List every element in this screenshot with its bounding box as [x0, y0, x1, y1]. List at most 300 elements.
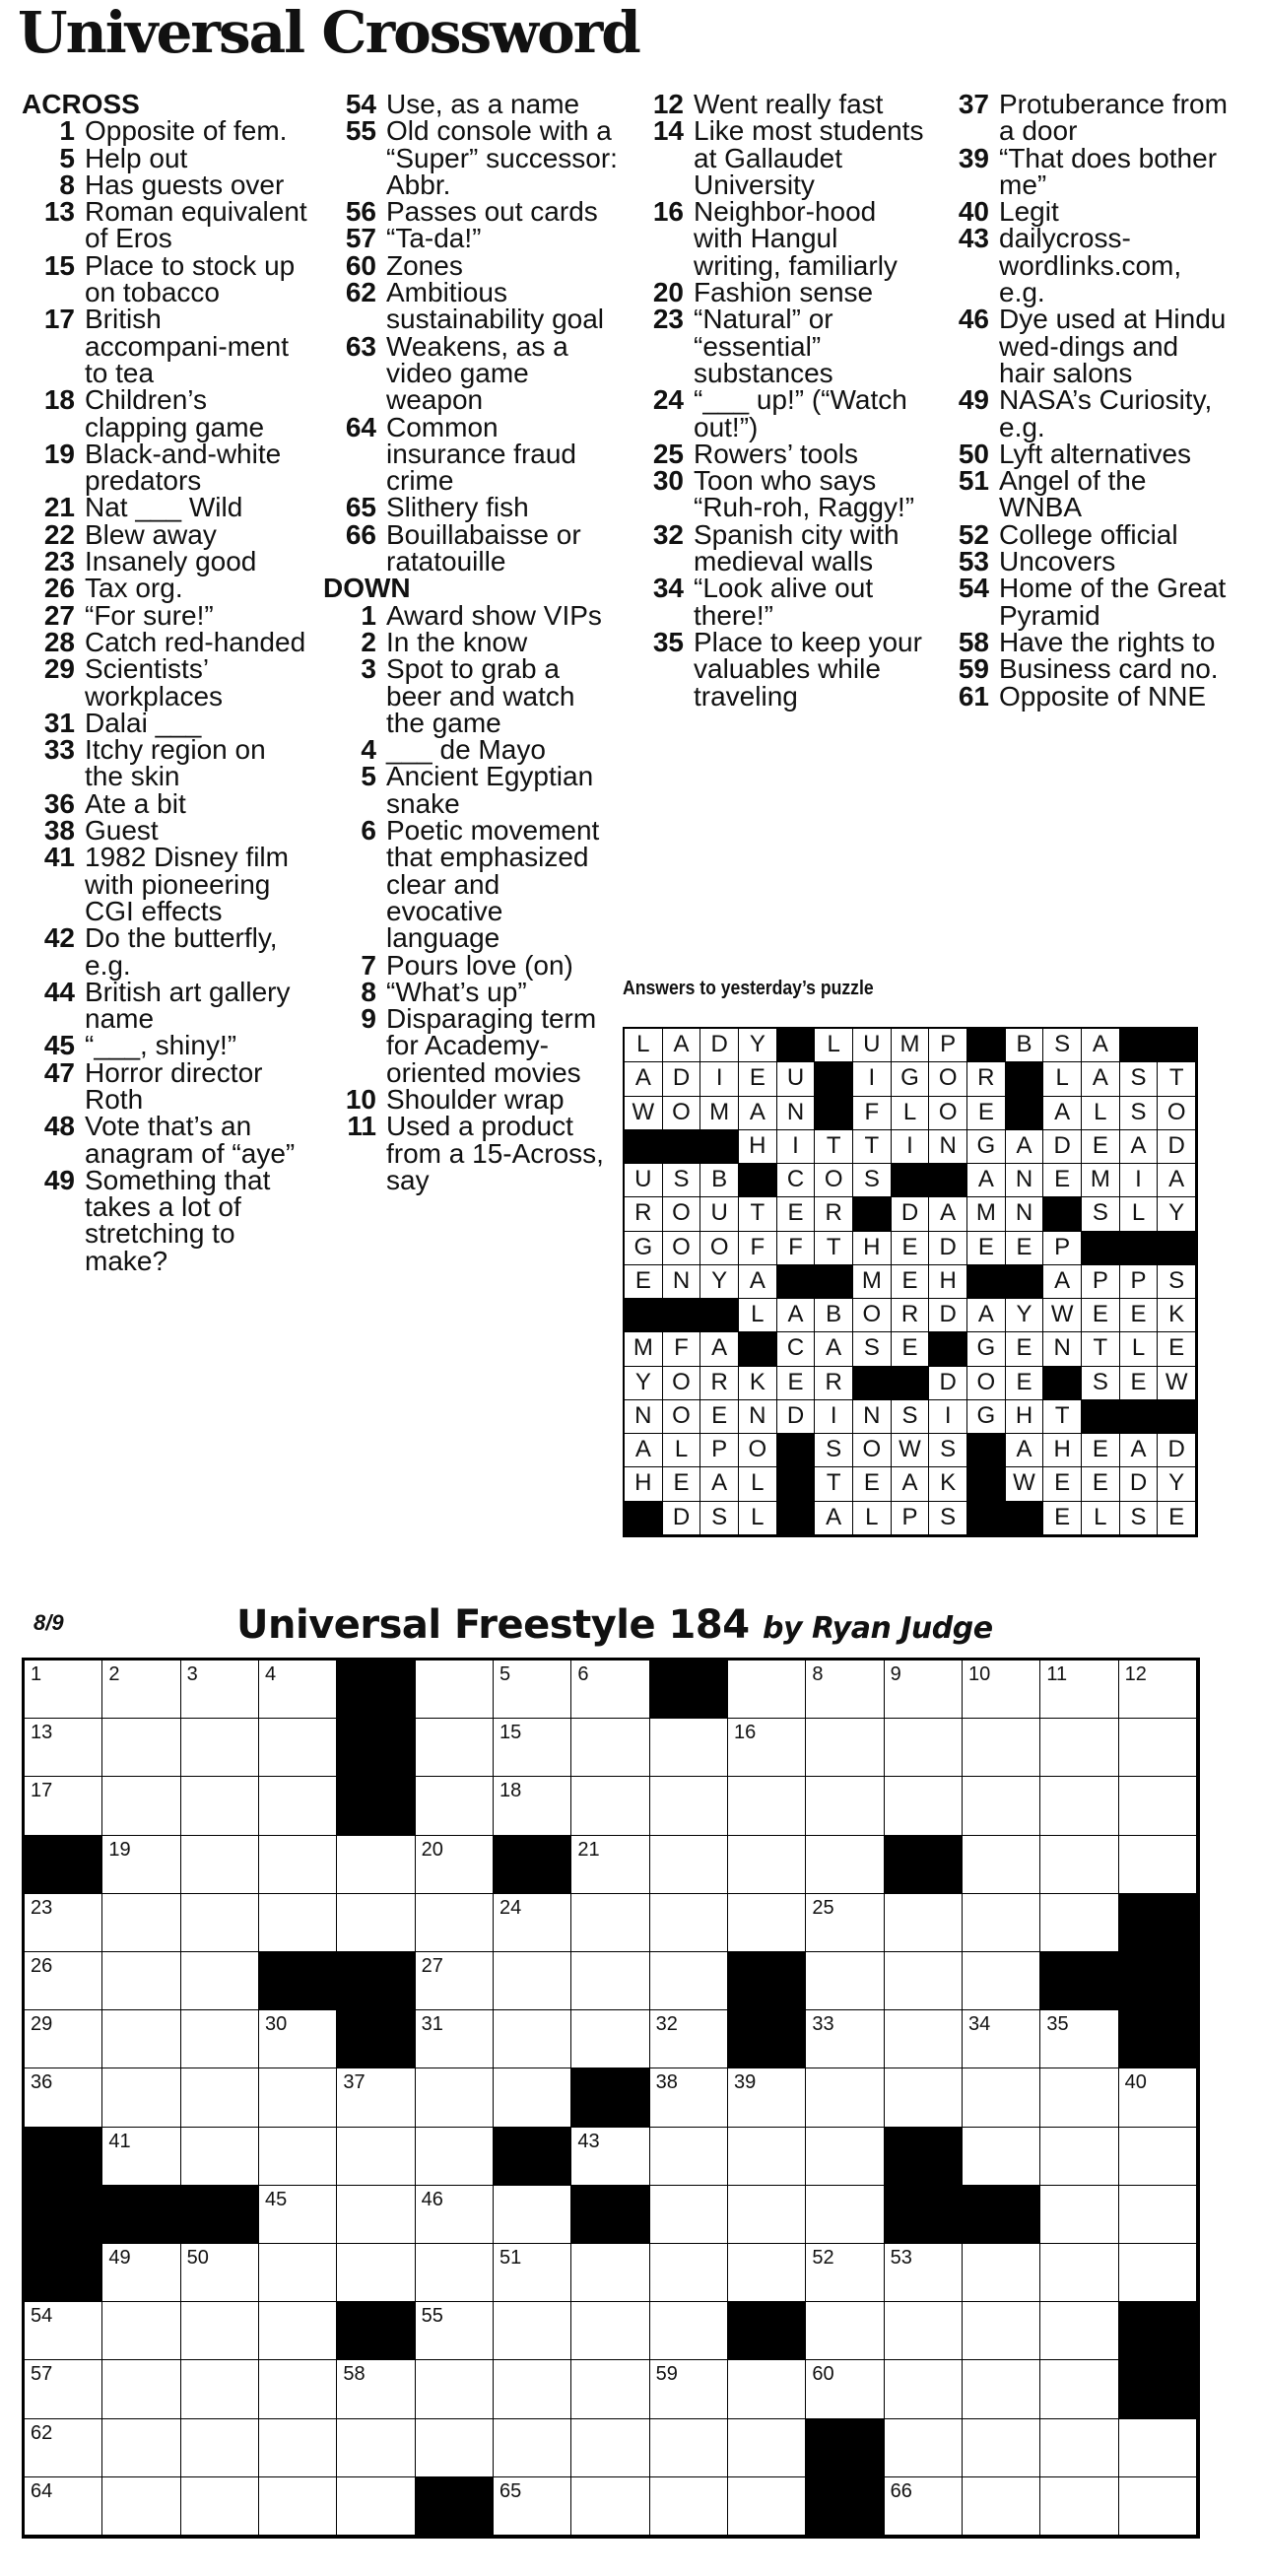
grid-cell[interactable] [1040, 2477, 1118, 2536]
grid-cell[interactable] [102, 2244, 180, 2302]
answer-cell: M [625, 1332, 663, 1366]
grid-cell[interactable] [1040, 1719, 1118, 1777]
grid-cell[interactable] [806, 2360, 884, 2418]
clue [22, 976, 307, 1035]
grid-cell[interactable] [1040, 1836, 1118, 1894]
grid-cell[interactable] [571, 2128, 649, 2186]
clue-text: Dye used at Hindu wed-dings and hair salons [999, 304, 1227, 388]
answer-cell: H [853, 1232, 892, 1265]
clue-text: Lyft alternatives [999, 438, 1192, 469]
grid-cell[interactable] [728, 1719, 806, 1777]
grid-cell[interactable] [963, 1777, 1040, 1835]
clue-number: 56 [345, 196, 376, 228]
across-header: ACROSS [22, 89, 140, 119]
answer-cell: H [1006, 1400, 1044, 1434]
grid-cell[interactable] [650, 2010, 728, 2068]
grid-cell[interactable] [181, 1836, 259, 1894]
grid-cell[interactable] [416, 1777, 494, 1835]
grid-cell[interactable] [885, 2302, 963, 2360]
grid-cell[interactable] [416, 2068, 494, 2127]
clue [936, 223, 1232, 308]
grid-cell[interactable] [494, 2477, 571, 2536]
grid-cell[interactable] [806, 2302, 884, 2360]
grid-cell[interactable] [181, 2068, 259, 2127]
black-square [815, 1265, 853, 1299]
grid-cell[interactable] [25, 1952, 102, 2010]
answer-cell: G [625, 1232, 663, 1265]
grid-cell[interactable] [259, 2128, 337, 2186]
clue-text: Do the butterfly, e.g. [85, 922, 278, 981]
grid-cell[interactable] [25, 2360, 102, 2418]
grid-cell[interactable] [885, 2010, 963, 2068]
grid-cell[interactable] [650, 2360, 728, 2418]
cell-number: 18 [499, 1780, 522, 1802]
clue-text: Dalai ___ [85, 707, 202, 738]
clue [22, 924, 307, 979]
cell-number: 36 [31, 2071, 53, 2094]
previous-answers-grid [623, 1027, 1198, 1537]
grid-cell[interactable] [1040, 2068, 1118, 2127]
answer-cell: M [700, 1097, 739, 1130]
grid-cell[interactable] [25, 1661, 102, 1719]
grid-cell[interactable] [1040, 2128, 1118, 2186]
clue-number: 40 [958, 196, 989, 228]
grid-cell[interactable] [181, 1719, 259, 1777]
grid-cell[interactable] [337, 2128, 415, 2186]
grid-cell[interactable] [963, 2010, 1040, 2068]
grid-cell[interactable] [571, 2010, 649, 2068]
cell-number: 55 [421, 2305, 443, 2328]
grid-cell[interactable] [102, 1836, 180, 1894]
grid-cell[interactable] [181, 2128, 259, 2186]
crossword-grid [22, 1658, 1200, 2539]
clue-text: Bouillabaisse or ratatouille [386, 518, 581, 577]
answer-cell: L [892, 1097, 930, 1130]
black-square [337, 1719, 415, 1777]
grid-cell[interactable] [806, 1894, 884, 1952]
grid-cell[interactable] [337, 2186, 415, 2244]
clue-number: 64 [345, 411, 376, 442]
grid-cell[interactable] [571, 1894, 649, 1952]
clue-list [631, 91, 926, 710]
grid-cell[interactable] [571, 1952, 649, 2010]
black-square [739, 1164, 777, 1197]
grid-cell[interactable] [494, 2419, 571, 2477]
grid-cell[interactable] [259, 2186, 337, 2244]
grid-cell[interactable] [102, 1719, 180, 1777]
answer-cell: L [663, 1434, 701, 1467]
grid-cell[interactable] [1119, 1719, 1197, 1777]
clue [631, 626, 926, 712]
black-square [700, 1299, 739, 1332]
clue-number: 10 [345, 1083, 376, 1115]
grid-cell[interactable] [1119, 2068, 1197, 2127]
answer-cell: E [1043, 1164, 1082, 1197]
grid-cell[interactable] [1119, 1661, 1197, 1719]
clue [323, 492, 619, 523]
grid-cell[interactable] [25, 2010, 102, 2068]
grid-cell[interactable] [1040, 2186, 1118, 2244]
grid-cell[interactable] [494, 2186, 571, 2244]
black-square [25, 1836, 102, 1894]
grid-cell[interactable] [571, 2302, 649, 2360]
grid-cell[interactable] [650, 1719, 728, 1777]
clue [22, 249, 307, 308]
grid-cell[interactable] [259, 2360, 337, 2418]
answer-cell: E [1158, 1332, 1196, 1366]
grid-cell[interactable] [259, 2477, 337, 2536]
grid-cell[interactable] [494, 2302, 571, 2360]
grid-cell[interactable] [416, 2419, 494, 2477]
grid-cell[interactable] [571, 2419, 649, 2477]
grid-cell[interactable] [416, 1894, 494, 1952]
answer-cell: O [739, 1434, 777, 1467]
clue-text: 1982 Disney film with pioneering CGI effects [85, 842, 289, 926]
grid-cell[interactable] [1119, 1836, 1197, 1894]
clue-text: Vote that’s an anagram of “aye” [85, 1111, 296, 1169]
grid-cell[interactable] [806, 2068, 884, 2127]
grid-cell[interactable] [728, 2186, 806, 2244]
grid-cell[interactable] [806, 1719, 884, 1777]
grid-cell[interactable] [728, 2128, 806, 2186]
grid-cell[interactable] [650, 2186, 728, 2244]
clue [22, 518, 307, 550]
grid-cell[interactable] [963, 1719, 1040, 1777]
grid-cell[interactable] [259, 2419, 337, 2477]
grid-cell[interactable] [259, 1894, 337, 1952]
grid-cell[interactable] [416, 2360, 494, 2418]
black-square [1043, 1197, 1082, 1231]
grid-cell[interactable] [102, 2302, 180, 2360]
clue [936, 518, 1232, 550]
grid-cell[interactable] [1040, 1894, 1118, 1952]
grid-cell[interactable] [963, 2244, 1040, 2302]
answer-cell: N [663, 1265, 701, 1299]
clue-text: ___ de Mayo [386, 734, 546, 766]
grid-cell[interactable] [1040, 2302, 1118, 2360]
grid-cell[interactable] [494, 2010, 571, 2068]
grid-cell[interactable] [102, 1952, 180, 2010]
grid-cell[interactable] [963, 2128, 1040, 2186]
answer-cell: C [777, 1332, 816, 1366]
grid-cell[interactable] [806, 2244, 884, 2302]
grid-cell[interactable] [963, 2419, 1040, 2477]
across-column-1 [22, 91, 307, 1274]
grid-cell[interactable] [650, 1894, 728, 1952]
grid-cell[interactable] [1119, 1777, 1197, 1835]
clue-number: 19 [43, 438, 75, 469]
clue-text: “That does bother me” [999, 142, 1218, 200]
clue-text: British art gallery name [85, 976, 291, 1035]
clue-text: Poetic movement that emphasized clear and evocative language [386, 815, 600, 954]
grid-cell[interactable] [1040, 1777, 1118, 1835]
grid-cell[interactable] [102, 1661, 180, 1719]
grid-cell[interactable] [963, 1661, 1040, 1719]
grid-cell[interactable] [1119, 2419, 1197, 2477]
grid-cell[interactable] [25, 1719, 102, 1777]
grid-cell[interactable] [1040, 2419, 1118, 2477]
grid-cell[interactable] [650, 2068, 728, 2127]
answer-cell: T [815, 1467, 853, 1501]
answer-cell: N [853, 1400, 892, 1434]
grid-cell[interactable] [259, 1661, 337, 1719]
grid-cell[interactable] [102, 1894, 180, 1952]
grid-cell[interactable] [259, 2302, 337, 2360]
grid-cell[interactable] [1040, 2360, 1118, 2418]
grid-cell[interactable] [806, 2186, 884, 2244]
grid-cell[interactable] [25, 2302, 102, 2360]
grid-cell[interactable] [416, 2186, 494, 2244]
grid-cell[interactable] [181, 1661, 259, 1719]
previous-answers-header: Answers to yesterday’s puzzle [623, 978, 874, 999]
grid-cell[interactable] [25, 2477, 102, 2536]
clue-list [323, 91, 619, 575]
grid-cell[interactable] [337, 2068, 415, 2127]
black-square [416, 2477, 494, 2536]
down-column-4 [936, 91, 1232, 710]
clue-text: Nat ___ Wild [85, 492, 243, 523]
grid-cell[interactable] [650, 2477, 728, 2536]
answer-cell: W [1006, 1467, 1044, 1501]
grid-cell[interactable] [1040, 2244, 1118, 2302]
grid-cell[interactable] [337, 2360, 415, 2418]
grid-cell[interactable] [337, 2419, 415, 2477]
answer-cell: O [929, 1097, 967, 1130]
grid-cell[interactable] [885, 2244, 963, 2302]
grid-cell[interactable] [259, 1777, 337, 1835]
grid-cell[interactable] [181, 2360, 259, 2418]
grid-cell[interactable] [806, 1661, 884, 1719]
grid-cell[interactable] [885, 1952, 963, 2010]
grid-cell[interactable] [885, 2068, 963, 2127]
grid-cell[interactable] [259, 1719, 337, 1777]
grid-cell[interactable] [494, 1894, 571, 1952]
black-square [25, 2128, 102, 2186]
grid-cell[interactable] [25, 1777, 102, 1835]
grid-cell[interactable] [885, 1894, 963, 1952]
grid-cell[interactable] [1119, 2128, 1197, 2186]
black-square [728, 1952, 806, 2010]
grid-cell[interactable] [416, 2128, 494, 2186]
grid-cell[interactable] [416, 2302, 494, 2360]
black-square [625, 1299, 663, 1332]
clue-number: 53 [958, 546, 989, 577]
grid-cell[interactable] [494, 2244, 571, 2302]
grid-cell[interactable] [571, 2477, 649, 2536]
grid-cell[interactable] [416, 1836, 494, 1894]
grid-cell[interactable] [181, 2302, 259, 2360]
grid-cell[interactable] [337, 2477, 415, 2536]
grid-cell[interactable] [416, 1719, 494, 1777]
grid-cell[interactable] [885, 1661, 963, 1719]
grid-cell[interactable] [259, 1836, 337, 1894]
answer-cell: O [663, 1367, 701, 1400]
clue-text: Disparaging term for Academy-oriented movies [386, 1003, 597, 1088]
clue-number: 36 [43, 787, 75, 819]
grid-cell[interactable] [650, 2244, 728, 2302]
grid-cell[interactable] [102, 2128, 180, 2186]
answer-cell: E [1120, 1299, 1159, 1332]
answer-cell: D [1043, 1130, 1082, 1164]
grid-cell[interactable] [650, 2419, 728, 2477]
black-square [777, 1467, 816, 1501]
grid-cell[interactable] [571, 1661, 649, 1719]
grid-cell[interactable] [337, 1836, 415, 1894]
answer-cell: E [700, 1400, 739, 1434]
grid-cell[interactable] [728, 2068, 806, 2127]
answer-cell: W [892, 1434, 930, 1467]
grid-cell[interactable] [102, 2068, 180, 2127]
grid-cell[interactable] [181, 2477, 259, 2536]
black-square [967, 1265, 1006, 1299]
grid-cell[interactable] [885, 1777, 963, 1835]
black-square [25, 2186, 102, 2244]
grid-cell[interactable] [337, 2244, 415, 2302]
grid-cell[interactable] [728, 2419, 806, 2477]
grid-cell[interactable] [885, 2360, 963, 2418]
grid-cell[interactable] [963, 2477, 1040, 2536]
grid-cell[interactable] [494, 1719, 571, 1777]
grid-cell[interactable] [571, 2360, 649, 2418]
grid-cell[interactable] [806, 2010, 884, 2068]
grid-cell[interactable] [1119, 2186, 1197, 2244]
grid-cell[interactable] [571, 2244, 649, 2302]
grid-cell[interactable] [806, 1836, 884, 1894]
answer-cell: S [929, 1502, 967, 1535]
grid-cell[interactable] [806, 1777, 884, 1835]
answer-cell: O [663, 1197, 701, 1231]
grid-cell[interactable] [1119, 2244, 1197, 2302]
clue-number: 61 [958, 680, 989, 712]
clue-number: 57 [345, 223, 376, 254]
clue-text: In the know [386, 626, 528, 657]
grid-cell[interactable] [181, 1777, 259, 1835]
grid-cell[interactable] [963, 1894, 1040, 1952]
grid-cell[interactable] [181, 1894, 259, 1952]
grid-cell[interactable] [806, 2128, 884, 2186]
clue [936, 91, 1232, 145]
grid-cell[interactable] [571, 1777, 649, 1835]
grid-cell[interactable] [571, 1836, 649, 1894]
grid-cell[interactable] [963, 2302, 1040, 2360]
clue-number: 22 [43, 518, 75, 550]
grid-cell[interactable] [25, 1894, 102, 1952]
cell-number: 23 [31, 1896, 53, 1919]
answer-cell: B [815, 1299, 853, 1332]
grid-cell[interactable] [650, 1836, 728, 1894]
grid-cell[interactable] [181, 2244, 259, 2302]
grid-cell[interactable] [416, 1952, 494, 2010]
grid-cell[interactable] [181, 1952, 259, 2010]
clue-number: 63 [345, 330, 376, 362]
date-label: 8/9 [33, 1610, 64, 1635]
clue-number: 24 [652, 384, 684, 416]
clue-number: 37 [958, 89, 989, 119]
grid-cell[interactable] [494, 1661, 571, 1719]
grid-cell[interactable] [728, 1777, 806, 1835]
clue-number: 60 [345, 249, 376, 281]
grid-cell[interactable] [416, 1661, 494, 1719]
black-square [777, 1029, 816, 1062]
grid-cell[interactable] [1040, 2010, 1118, 2068]
grid-cell[interactable] [1040, 1661, 1118, 1719]
grid-cell[interactable] [728, 2477, 806, 2536]
grid-cell[interactable] [963, 1952, 1040, 2010]
clue [631, 518, 926, 577]
grid-cell[interactable] [259, 2068, 337, 2127]
clue-text: “What’s up” [386, 976, 527, 1007]
answer-cell: O [663, 1097, 701, 1130]
cell-number: 8 [812, 1663, 824, 1685]
black-square [815, 1062, 853, 1096]
grid-cell[interactable] [181, 2419, 259, 2477]
grid-cell[interactable] [494, 2068, 571, 2127]
grid-cell[interactable] [728, 2360, 806, 2418]
grid-cell[interactable] [650, 2128, 728, 2186]
grid-cell[interactable] [102, 2010, 180, 2068]
grid-cell[interactable] [259, 2244, 337, 2302]
grid-cell[interactable] [102, 2477, 180, 2536]
grid-cell[interactable] [963, 1836, 1040, 1894]
clue-number: 42 [43, 922, 75, 954]
clue-text: Use, as a name [386, 89, 580, 119]
clue-text: Spot to grab a beer and watch the game [386, 653, 575, 738]
grid-cell[interactable] [494, 1777, 571, 1835]
clue-number: 20 [652, 277, 684, 308]
grid-cell[interactable] [416, 2244, 494, 2302]
answer-cell: W [1158, 1367, 1196, 1400]
clue [936, 548, 1232, 575]
grid-cell[interactable] [571, 1719, 649, 1777]
grid-cell[interactable] [25, 2068, 102, 2127]
grid-cell[interactable] [102, 2419, 180, 2477]
grid-cell[interactable] [885, 2477, 963, 2536]
clue-number: 65 [345, 492, 376, 523]
grid-cell[interactable] [102, 1777, 180, 1835]
grid-cell[interactable] [650, 2302, 728, 2360]
black-square [1006, 1062, 1044, 1096]
clue-number: 46 [958, 304, 989, 335]
grid-cell[interactable] [728, 1894, 806, 1952]
grid-cell[interactable] [728, 1836, 806, 1894]
cell-number: 39 [734, 2071, 757, 2094]
black-square [777, 1265, 816, 1299]
grid-cell[interactable] [25, 2419, 102, 2477]
grid-cell[interactable] [1119, 2477, 1197, 2536]
grid-cell[interactable] [650, 1952, 728, 2010]
grid-cell[interactable] [102, 2360, 180, 2418]
grid-cell[interactable] [416, 2010, 494, 2068]
grid-cell[interactable] [963, 2068, 1040, 2127]
answer-cell: K [929, 1467, 967, 1501]
grid-cell[interactable] [885, 1719, 963, 1777]
clue-number: 54 [345, 89, 376, 119]
grid-cell[interactable] [650, 1777, 728, 1835]
grid-cell[interactable] [885, 2419, 963, 2477]
cell-number: 65 [499, 2479, 522, 2502]
grid-cell[interactable] [728, 2244, 806, 2302]
grid-cell[interactable] [259, 2010, 337, 2068]
grid-cell[interactable] [963, 2360, 1040, 2418]
grid-cell[interactable] [181, 2010, 259, 2068]
grid-cell[interactable] [806, 1952, 884, 2010]
clue-number: 5 [59, 142, 75, 173]
grid-cell[interactable] [494, 2360, 571, 2418]
answer-cell: N [739, 1400, 777, 1434]
grid-cell[interactable] [337, 1894, 415, 1952]
grid-cell[interactable] [728, 1661, 806, 1719]
grid-cell[interactable] [494, 1952, 571, 2010]
